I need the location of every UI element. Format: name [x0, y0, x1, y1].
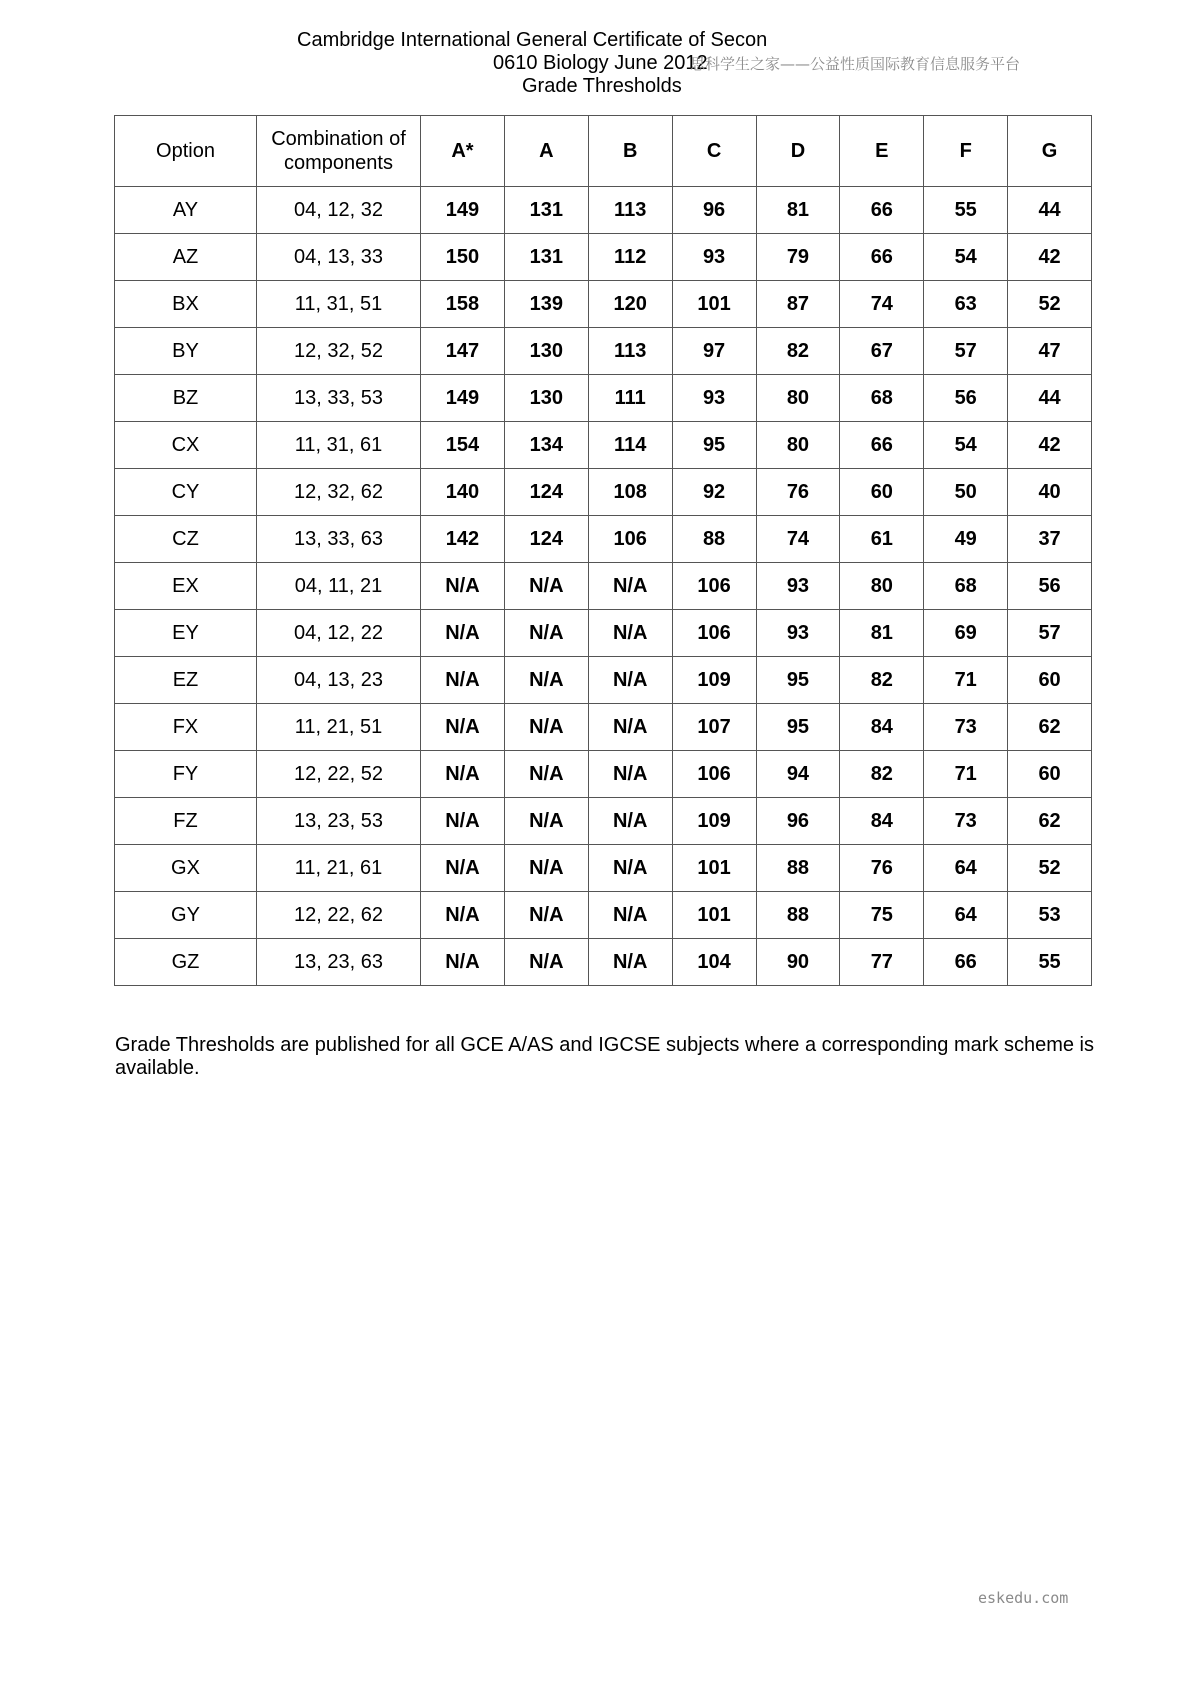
- cell-grade-e: 75: [840, 892, 924, 939]
- cell-grade-g: 44: [1008, 187, 1092, 234]
- cell-grade-f: 55: [924, 187, 1008, 234]
- cell-combination: 04, 12, 32: [257, 187, 421, 234]
- cell-grade-a: N/A: [504, 751, 588, 798]
- cell-grade-c: 106: [672, 563, 756, 610]
- cell-grade-a-star: N/A: [421, 657, 505, 704]
- document-title-line-3: Grade Thresholds: [522, 75, 682, 97]
- cell-combination: 04, 12, 22: [257, 610, 421, 657]
- cell-option: EZ: [115, 657, 257, 704]
- cell-grade-b: 108: [588, 469, 672, 516]
- cell-grade-a: 131: [504, 187, 588, 234]
- cell-combination: 11, 21, 61: [257, 845, 421, 892]
- cell-grade-b: N/A: [588, 939, 672, 986]
- cell-grade-a-star: N/A: [421, 892, 505, 939]
- cell-grade-f: 71: [924, 751, 1008, 798]
- cell-option: AZ: [115, 234, 257, 281]
- cell-grade-a-star: N/A: [421, 563, 505, 610]
- cell-grade-c: 95: [672, 422, 756, 469]
- cell-grade-f: 56: [924, 375, 1008, 422]
- cell-grade-c: 101: [672, 892, 756, 939]
- cell-combination: 11, 21, 51: [257, 704, 421, 751]
- cell-grade-g: 62: [1008, 704, 1092, 751]
- cell-grade-e: 81: [840, 610, 924, 657]
- table-row: [115, 892, 1092, 939]
- cell-grade-d: 87: [756, 281, 840, 328]
- cell-combination: 13, 33, 53: [257, 375, 421, 422]
- cell-option: GY: [115, 892, 257, 939]
- cell-grade-b: 120: [588, 281, 672, 328]
- cell-grade-e: 82: [840, 657, 924, 704]
- cell-grade-c: 92: [672, 469, 756, 516]
- cell-grade-a: N/A: [504, 610, 588, 657]
- cell-grade-a-star: 147: [421, 328, 505, 375]
- header-option: Option: [115, 116, 257, 187]
- cell-combination: 13, 23, 63: [257, 939, 421, 986]
- cell-grade-c: 88: [672, 516, 756, 563]
- cell-grade-a-star: 140: [421, 469, 505, 516]
- cell-grade-c: 93: [672, 375, 756, 422]
- cell-grade-a-star: 154: [421, 422, 505, 469]
- cell-option: BX: [115, 281, 257, 328]
- cell-option: BZ: [115, 375, 257, 422]
- cell-grade-b: N/A: [588, 845, 672, 892]
- cell-grade-a: 130: [504, 328, 588, 375]
- cell-grade-g: 52: [1008, 845, 1092, 892]
- footnote: Grade Thresholds are published for all GCE A/AS and IGCSE subjects where a corresponding mark scheme is available.: [115, 1034, 1094, 1079]
- cell-grade-e: 67: [840, 328, 924, 375]
- cell-grade-g: 42: [1008, 234, 1092, 281]
- cell-grade-g: 62: [1008, 798, 1092, 845]
- cell-grade-d: 79: [756, 234, 840, 281]
- cell-grade-c: 109: [672, 798, 756, 845]
- cell-combination: 13, 23, 53: [257, 798, 421, 845]
- cell-grade-f: 69: [924, 610, 1008, 657]
- cell-grade-e: 77: [840, 939, 924, 986]
- cell-grade-a: 134: [504, 422, 588, 469]
- cell-option: GZ: [115, 939, 257, 986]
- cell-grade-d: 88: [756, 845, 840, 892]
- cell-grade-d: 82: [756, 328, 840, 375]
- cell-grade-f: 49: [924, 516, 1008, 563]
- cell-grade-g: 55: [1008, 939, 1092, 986]
- cell-grade-d: 95: [756, 657, 840, 704]
- cell-grade-d: 74: [756, 516, 840, 563]
- cell-grade-b: 114: [588, 422, 672, 469]
- cell-grade-a-star: 149: [421, 375, 505, 422]
- table-row: [115, 939, 1092, 986]
- cell-grade-a: N/A: [504, 657, 588, 704]
- cell-combination: 12, 22, 52: [257, 751, 421, 798]
- table-row: [115, 610, 1092, 657]
- cell-grade-a: 139: [504, 281, 588, 328]
- cell-grade-a-star: N/A: [421, 610, 505, 657]
- cell-grade-g: 60: [1008, 657, 1092, 704]
- cell-grade-a: N/A: [504, 892, 588, 939]
- table-row: [115, 798, 1092, 845]
- watermark-chinese-text: 思科学生之家——公益性质国际教育信息服务平台: [690, 55, 1021, 73]
- cell-grade-e: 66: [840, 422, 924, 469]
- cell-grade-f: 54: [924, 422, 1008, 469]
- cell-grade-f: 71: [924, 657, 1008, 704]
- cell-grade-g: 42: [1008, 422, 1092, 469]
- cell-combination: 12, 22, 62: [257, 892, 421, 939]
- cell-combination: 11, 31, 51: [257, 281, 421, 328]
- cell-option: CZ: [115, 516, 257, 563]
- cell-grade-g: 56: [1008, 563, 1092, 610]
- header-grade-a: A: [504, 116, 588, 187]
- cell-grade-b: 106: [588, 516, 672, 563]
- table-row: [115, 281, 1092, 328]
- cell-grade-a-star: N/A: [421, 798, 505, 845]
- cell-grade-e: 61: [840, 516, 924, 563]
- cell-grade-e: 82: [840, 751, 924, 798]
- cell-grade-g: 52: [1008, 281, 1092, 328]
- cell-grade-d: 96: [756, 798, 840, 845]
- table-row: [115, 563, 1092, 610]
- cell-grade-d: 93: [756, 563, 840, 610]
- cell-grade-g: 37: [1008, 516, 1092, 563]
- cell-grade-a-star: N/A: [421, 751, 505, 798]
- cell-grade-a: N/A: [504, 798, 588, 845]
- cell-grade-b: 111: [588, 375, 672, 422]
- cell-grade-a: N/A: [504, 939, 588, 986]
- watermark-site-text: eskedu.com: [978, 1589, 1069, 1607]
- cell-grade-f: 73: [924, 798, 1008, 845]
- cell-grade-b: 112: [588, 234, 672, 281]
- cell-option: AY: [115, 187, 257, 234]
- cell-grade-a-star: 150: [421, 234, 505, 281]
- cell-grade-f: 73: [924, 704, 1008, 751]
- cell-grade-g: 53: [1008, 892, 1092, 939]
- cell-grade-f: 64: [924, 892, 1008, 939]
- cell-grade-e: 68: [840, 375, 924, 422]
- cell-option: FX: [115, 704, 257, 751]
- cell-grade-e: 60: [840, 469, 924, 516]
- cell-grade-b: N/A: [588, 751, 672, 798]
- table-row: [115, 187, 1092, 234]
- cell-grade-e: 84: [840, 798, 924, 845]
- table-row: [115, 704, 1092, 751]
- table-body: [115, 187, 1092, 986]
- cell-grade-b: N/A: [588, 563, 672, 610]
- cell-grade-d: 94: [756, 751, 840, 798]
- cell-grade-a: N/A: [504, 845, 588, 892]
- table-row: [115, 422, 1092, 469]
- cell-grade-e: 66: [840, 234, 924, 281]
- table-row: [115, 751, 1092, 798]
- cell-grade-c: 104: [672, 939, 756, 986]
- cell-grade-c: 109: [672, 657, 756, 704]
- cell-grade-b: N/A: [588, 892, 672, 939]
- table-row: [115, 234, 1092, 281]
- cell-option: CX: [115, 422, 257, 469]
- cell-option: FZ: [115, 798, 257, 845]
- cell-option: GX: [115, 845, 257, 892]
- table-row: [115, 375, 1092, 422]
- grade-thresholds-table: [114, 115, 1092, 986]
- cell-combination: 13, 33, 63: [257, 516, 421, 563]
- cell-option: BY: [115, 328, 257, 375]
- cell-grade-a: 124: [504, 469, 588, 516]
- cell-grade-c: 97: [672, 328, 756, 375]
- cell-option: EX: [115, 563, 257, 610]
- document-title-line-2: 0610 Biology June 2012: [493, 52, 708, 74]
- table-row: [115, 845, 1092, 892]
- cell-grade-f: 66: [924, 939, 1008, 986]
- cell-grade-f: 57: [924, 328, 1008, 375]
- cell-grade-a: 124: [504, 516, 588, 563]
- cell-grade-e: 80: [840, 563, 924, 610]
- header-grade-b: B: [588, 116, 672, 187]
- cell-option: FY: [115, 751, 257, 798]
- cell-combination: 04, 13, 23: [257, 657, 421, 704]
- cell-grade-a: 131: [504, 234, 588, 281]
- cell-grade-g: 40: [1008, 469, 1092, 516]
- cell-combination: 04, 11, 21: [257, 563, 421, 610]
- cell-combination: 11, 31, 61: [257, 422, 421, 469]
- cell-grade-d: 88: [756, 892, 840, 939]
- cell-grade-a-star: N/A: [421, 845, 505, 892]
- cell-grade-a: 130: [504, 375, 588, 422]
- table-row: [115, 516, 1092, 563]
- cell-combination: 12, 32, 62: [257, 469, 421, 516]
- table-row: [115, 328, 1092, 375]
- cell-grade-g: 47: [1008, 328, 1092, 375]
- cell-grade-b: 113: [588, 187, 672, 234]
- cell-grade-f: 64: [924, 845, 1008, 892]
- cell-option: EY: [115, 610, 257, 657]
- cell-grade-c: 106: [672, 610, 756, 657]
- header-combination: Combination of components: [257, 116, 421, 187]
- cell-grade-f: 50: [924, 469, 1008, 516]
- document-title-line-1: Cambridge International General Certificate of Secon: [297, 29, 768, 51]
- cell-grade-f: 63: [924, 281, 1008, 328]
- cell-grade-g: 44: [1008, 375, 1092, 422]
- cell-grade-a-star: 142: [421, 516, 505, 563]
- cell-option: CY: [115, 469, 257, 516]
- cell-grade-e: 76: [840, 845, 924, 892]
- header-grade-a-star: A*: [421, 116, 505, 187]
- cell-grade-a-star: N/A: [421, 939, 505, 986]
- table-header-row: [115, 116, 1092, 187]
- cell-grade-e: 84: [840, 704, 924, 751]
- cell-grade-g: 60: [1008, 751, 1092, 798]
- cell-combination: 12, 32, 52: [257, 328, 421, 375]
- cell-grade-d: 76: [756, 469, 840, 516]
- header-grade-f: F: [924, 116, 1008, 187]
- cell-grade-d: 81: [756, 187, 840, 234]
- cell-grade-d: 80: [756, 422, 840, 469]
- header-grade-c: C: [672, 116, 756, 187]
- cell-grade-a-star: 149: [421, 187, 505, 234]
- cell-grade-a: N/A: [504, 704, 588, 751]
- cell-grade-c: 93: [672, 234, 756, 281]
- cell-grade-d: 90: [756, 939, 840, 986]
- cell-grade-a-star: N/A: [421, 704, 505, 751]
- cell-grade-b: N/A: [588, 657, 672, 704]
- cell-grade-c: 106: [672, 751, 756, 798]
- table-row: [115, 657, 1092, 704]
- cell-grade-f: 54: [924, 234, 1008, 281]
- table-row: [115, 469, 1092, 516]
- cell-grade-a-star: 158: [421, 281, 505, 328]
- cell-grade-c: 107: [672, 704, 756, 751]
- cell-grade-e: 74: [840, 281, 924, 328]
- cell-grade-f: 68: [924, 563, 1008, 610]
- cell-combination: 04, 13, 33: [257, 234, 421, 281]
- cell-grade-b: 113: [588, 328, 672, 375]
- cell-grade-e: 66: [840, 187, 924, 234]
- cell-grade-b: N/A: [588, 704, 672, 751]
- cell-grade-d: 95: [756, 704, 840, 751]
- header-grade-e: E: [840, 116, 924, 187]
- cell-grade-b: N/A: [588, 798, 672, 845]
- cell-grade-b: N/A: [588, 610, 672, 657]
- header-grade-g: G: [1008, 116, 1092, 187]
- cell-grade-c: 96: [672, 187, 756, 234]
- cell-grade-c: 101: [672, 845, 756, 892]
- cell-grade-c: 101: [672, 281, 756, 328]
- header-grade-d: D: [756, 116, 840, 187]
- cell-grade-a: N/A: [504, 563, 588, 610]
- cell-grade-d: 80: [756, 375, 840, 422]
- cell-grade-g: 57: [1008, 610, 1092, 657]
- cell-grade-d: 93: [756, 610, 840, 657]
